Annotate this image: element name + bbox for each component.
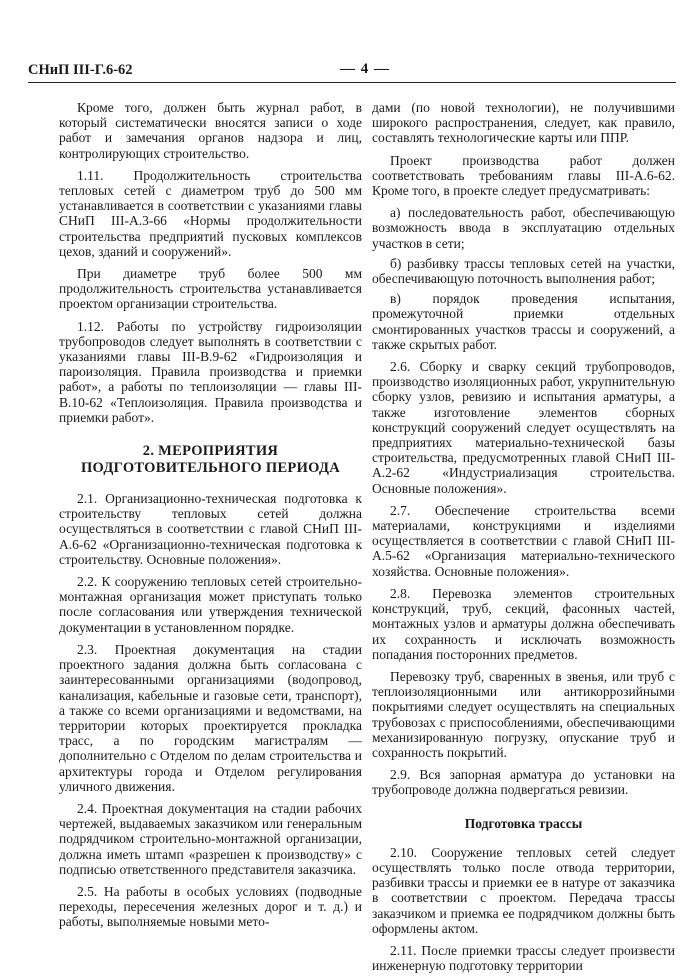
right-column xyxy=(372,100,675,980)
paragraph: При диаметре труб более 500 мм продолжительность строительства устанавливается проектом организации строительства. xyxy=(59,266,362,312)
header-rule xyxy=(28,82,676,83)
subsection-heading: Подготовка трассы xyxy=(464,815,583,831)
paragraph-2-5: 2.5. На работы в особых условиях (подводные переходы, пересечения железных дорог и т. д.) и работы, выполняемые новыми мето- xyxy=(59,883,362,930)
left-column xyxy=(59,100,362,937)
paragraph-1-12: 1.12. Работы по устройству гидроизоляции трубопроводов следует выполнять в соответствии с указаниями главы III-В.9-62 «Гидроизоляция и пароизоляция. Правила производства и приемки работ», а работы по теплоизоляции — главы III-В.10-62 «Теплоизоляция. Правила производства и приемки работ». xyxy=(59,318,362,425)
paragraph-2-4: 2.4. Проектная документация на стадии рабочих чертежей, выдаваемых заказчиком или генеральным подрядчиком строительно-монтажной организации, должна иметь штамп «разрешен к производству» с подписью ответственного представителя заказчика. xyxy=(59,800,362,877)
list-item-a: а) последовательность работ, обеспечивающую возможность ввода в эксплуатацию отдельных участков в сети; xyxy=(372,205,675,251)
paragraph-2-7: 2.7. Обеспечение строительства всеми материалами, конструкциями и изделиями осуществляется в соответствии с главой СНиП III-А.5-62 «Организация материально-технического хозяйства. Основные положения». xyxy=(372,502,675,579)
paragraph: Перевозку труб, сваренных в звенья, или труб с теплоизоляционными или антикоррозийными покрытиями следует осуществлять на специальных трубовозах с приспособлениями, обеспечивающими механизированную погрузку, опускание труб и сохранность покрытий. xyxy=(372,668,675,760)
paragraph: дами (по новой технологии), не получившими широкого распространения, следует, как правило, составлять технологические карты или ППР. xyxy=(372,100,675,146)
paragraph-2-3: 2.3. Проектная документация на стадии проектного задания должна быть согласована с заинтересованными организациями (водопровод, канализация, кабельные и газовые сети, транспорт), а также со всеми организациями и ведомствами, на территории которых проектируется прокладка трасс, а по городским магистралям — дополнительно с Отделом по делам строительства и архитектуры города и Отделом регулирования уличного движения. xyxy=(59,641,362,794)
paragraph-2-9: 2.9. Вся запорная арматура до установки на трубопроводе должна подвергаться ревизии. xyxy=(372,767,675,798)
paragraph: Проект производства работ должен соответствовать требованиям главы III-А.6-62. Кроме того, в проекте следует предусматривать: xyxy=(372,152,675,199)
paragraph-2-6: 2.6. Сборку и сварку секций трубопроводов, производство изоляционных работ, укрупнительную сборку узлов, ревизию и испытания арматуры, а также изготовление элементов сборных конструкций сооружений следует осуществлять на предприятиях материально-технической базы строительства, предусмотренных главой СНиП III-А.2-62 «Индустриализация строительства. Основные положения». xyxy=(372,359,675,496)
list-item-v: в) порядок проведения испытания, промежуточной приемки отдельных смонтированных участков трассы и сооружений, а также скрытых работ. xyxy=(372,291,675,352)
paragraph-1-11: 1.11. Продолжительность строительства тепловых сетей с диаметром труб до 500 мм устанавливается в соответствии с указаниями главы СНиП III-А.3-66 «Нормы продолжительности строительства предприятий пусковых комплексов цехов, зданий и сооружений». xyxy=(59,167,362,259)
paragraph-2-11: 2.11. После приемки трассы следует произвести инженерную подготовку территории xyxy=(372,942,675,974)
section-heading: 2. МЕРОПРИЯТИЯ ПОДГОТОВИТЕЛЬНОГО ПЕРИОДА xyxy=(80,443,341,477)
paragraph-2-1: 2.1. Организационно-техническая подготовка к строительству тепловых сетей должна осуществляться в соответствии с главой СНиП III-А.6-62 «Организационно-техническая подготовка к строительству. Основные положения». xyxy=(59,491,362,567)
paragraph-2-8: 2.8. Перевозка элементов строительных конструкций, труб, секций, фасонных частей, монтажных узлов и арматуры должна обеспечивать их сохранность и исключать возможность попадания посторонних предметов. xyxy=(372,585,675,662)
paragraph-2-10: 2.10. Сооружение тепловых сетей следует осуществлять только после отвода территории, разбивки трассы и приемки ее в натуре от заказчика в соответствии с проектом. Передача трассы заказчиком и приемка ее подрядчиком должны быть оформлены актом. xyxy=(372,844,675,936)
paragraph-2-2: 2.2. К сооружению тепловых сетей строительно-монтажная организация может приступать только после согласования или утверждения технической документации в установленном порядке. xyxy=(59,574,362,635)
paragraph: Кроме того, должен быть журнал работ, в который систематически вносятся записи о ходе работ и замечания органов надзора и лиц, контролирующих строительство. xyxy=(59,100,362,161)
page-header xyxy=(28,62,676,84)
list-item-b: б) разбивку трассы тепловых сетей на участки, обеспечивающую поточность выполнения работ; xyxy=(372,255,675,287)
page-number: — 4 — xyxy=(340,61,390,77)
document-code: СНиП III-Г.6-62 xyxy=(28,62,133,78)
